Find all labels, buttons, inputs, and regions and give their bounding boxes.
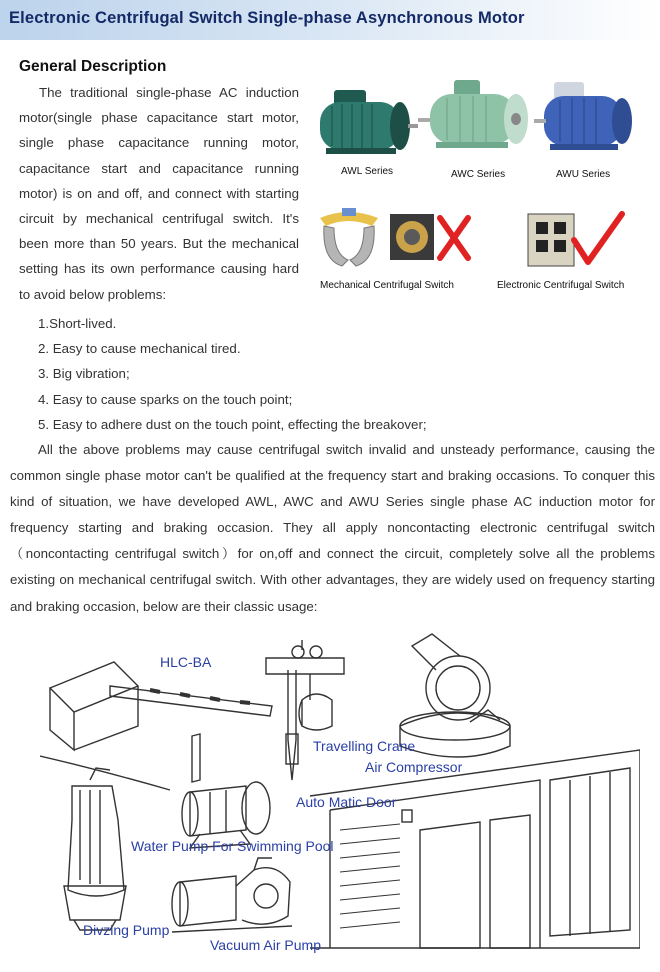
list-item: 3. Big vibration; [38, 366, 130, 382]
hlc-ba-label: HLC-BA [160, 654, 212, 670]
submersible-pump-drawing [64, 768, 126, 930]
list-item: 5. Easy to adhere dust on the touch point, effecting the breakover; [38, 416, 427, 432]
awl-series-caption: AWL Series [341, 166, 394, 177]
cross-mark-icon [440, 218, 468, 258]
check-mark-icon [574, 214, 622, 262]
barrier-gate-drawing [40, 662, 272, 790]
awl-motor-image [320, 90, 418, 154]
crane-drawing [266, 640, 344, 780]
automatic-door-drawing [310, 750, 640, 948]
intro-paragraph [19, 80, 299, 307]
travelling-crane-label: Travelling Crane [313, 738, 416, 754]
title-banner [0, 0, 660, 40]
list-item: 2. Easy to cause mechanical tired. [38, 341, 241, 357]
switch-photos [312, 200, 652, 280]
electronic-switch-caption: Electronic Centrifugal Switch [497, 280, 625, 291]
body-text: All the above problems may cause centrifugal switch invalid and unsteady performance, causing the common single phase motor can't be qualified at the frequency start and braking occasions. To conquer this kind of situation, we have developed AWL, AWC and AWU Series single phase AC induction motor for frequency starting and braking occasion. They all apply noncontacting electronic centrifugal switch（noncontacting centrifugal switch）for on,off and connect the circuit, completely solve all the problems existing on mechanical centrifugal switch. With other advantages, they are widely used on frequency starting and braking occasion, below are their classic usage: [10, 442, 655, 614]
list-item: 1.Short-lived. [38, 316, 117, 331]
awu-motor-image [534, 82, 632, 150]
list-item: 4. Easy to cause sparks on the touch point; [38, 391, 293, 407]
section-heading: General Description [19, 58, 167, 75]
mechanical-switch-image [320, 208, 434, 266]
air-compressor-drawing [400, 634, 510, 757]
diving-pump-label: Divzing Pump [83, 922, 170, 938]
awc-series-caption: AWC Series [451, 169, 506, 180]
pool-pump-label: Water Pump For Swimming Pool [131, 838, 334, 854]
body-paragraph [10, 437, 655, 620]
page-title: Electronic Centrifugal Switch Single-phase Asynchronous Motor [9, 9, 525, 27]
electronic-switch-image [528, 214, 574, 266]
automatic-door-label: Auto Matic Door [296, 794, 397, 810]
intro-text: The traditional single-phase AC induction motor(single phase capacitance start motor, single phase capacitance running motor, capacitance start and capacitance running motor) is on and off, and connect with starting circuit by mechanical centrifugal switch. It's been more than 50 years. But the mechanical setting has its own performance causing hard to avoid below problems: [19, 85, 299, 302]
awc-motor-image [418, 80, 528, 148]
problem-list [38, 311, 427, 437]
vacuum-pump-drawing [172, 858, 292, 932]
vacuum-pump-label: Vacuum Air Pump [210, 937, 322, 953]
awu-series-caption: AWU Series [556, 169, 611, 180]
mechanical-switch-caption: Mechanical Centrifugal Switch [320, 280, 454, 291]
air-compressor-label: Air Compressor [365, 759, 463, 775]
